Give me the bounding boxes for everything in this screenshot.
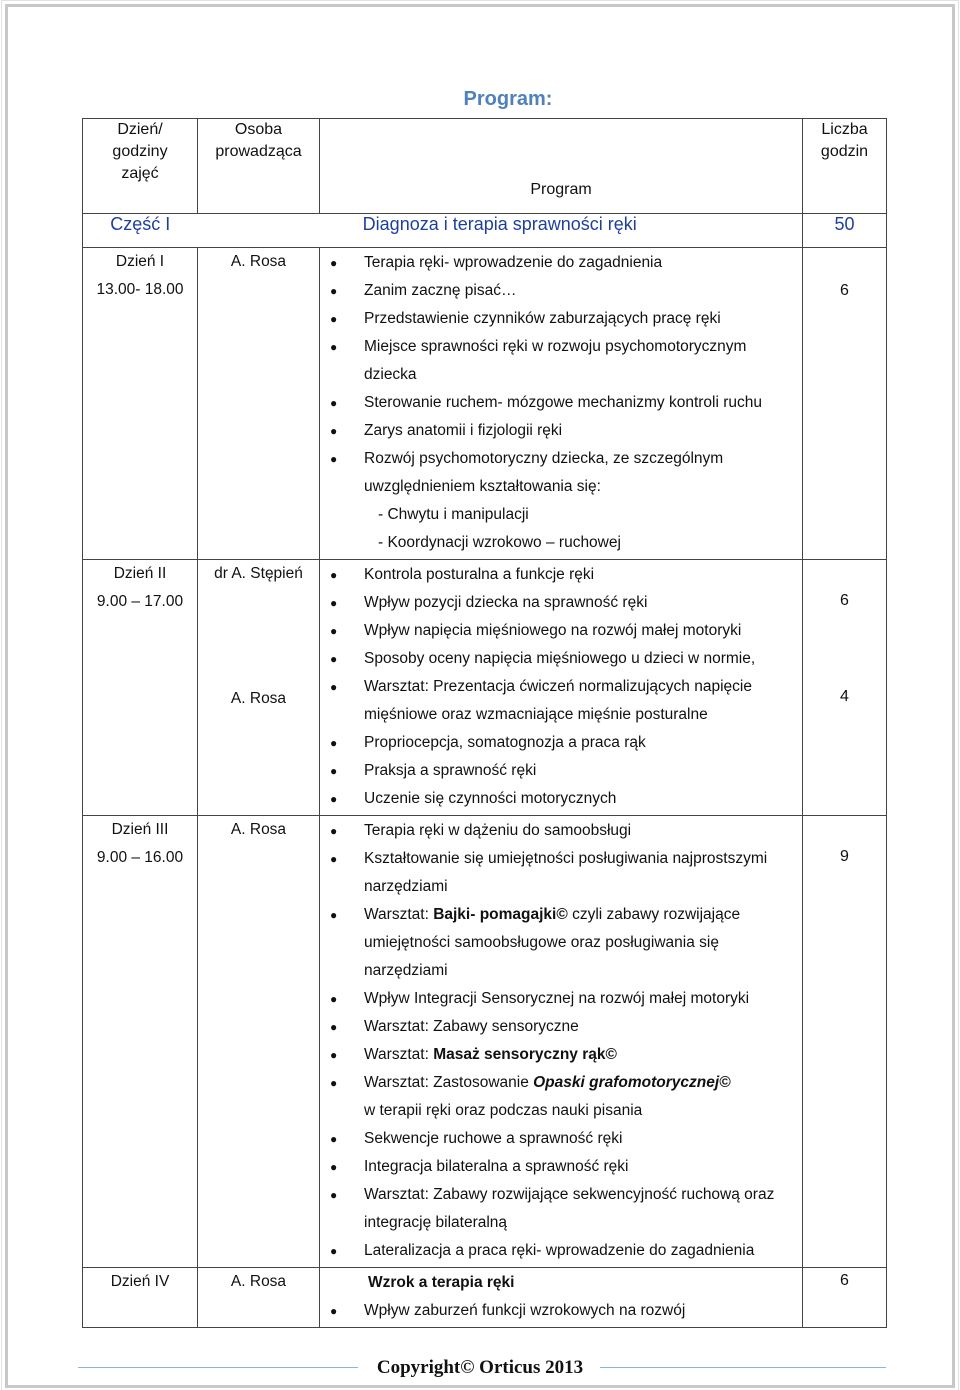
bullet-icon: ●: [330, 624, 338, 638]
day-3-label: Dzień III: [111, 821, 169, 838]
day-1-hours-cell: [803, 248, 887, 560]
part-row: [83, 214, 887, 248]
list-item-continuation: uwzględnieniem kształtowania się:: [364, 478, 601, 495]
bullet-icon: ●: [330, 764, 338, 778]
bullet-icon: ●: [330, 852, 338, 866]
list-item: ● Warsztat: Zabawy sensoryczne: [320, 1013, 802, 1041]
day-2-cell: [83, 560, 198, 816]
day-4-title: Wzrok a terapia ręki: [368, 1274, 515, 1291]
day-1-person: A. Rosa: [230, 253, 287, 270]
list-item: ● Sposoby oceny napięcia mięśniowego u dzieci w normie,: [320, 645, 802, 673]
list-item: ● Praksja a sprawność ręki: [320, 757, 802, 785]
bullet-icon: ●: [330, 1160, 338, 1174]
list-item: ● Warsztat: Bajki- pomagajki© czyli zabawy rozwijające: [320, 901, 802, 929]
day-3-topic-list: [320, 816, 802, 1267]
day-2-person-2: A. Rosa: [230, 690, 287, 707]
list-item: ● Wpływ Integracji Sensorycznej na rozwój małej motoryki: [320, 985, 802, 1013]
list-item: ● Terapia ręki w dążeniu do samoobsługi: [320, 817, 802, 845]
day-2-person-1: dr A. Stępień: [214, 565, 303, 582]
list-item-continuation: narzędziami: [364, 878, 448, 895]
bullet-icon: ●: [330, 424, 338, 438]
day-3-time: 9.00 – 16.00: [96, 849, 184, 866]
day-1-topic-list: [320, 248, 802, 559]
day-3-topics-cell: [320, 816, 803, 1268]
day-2-topic-list: [320, 560, 802, 815]
header-row: [83, 119, 887, 214]
sub-list-item: - Chwytu i manipulacji: [378, 506, 529, 523]
day-3-cell: [83, 816, 198, 1268]
list-item: ● Warsztat: Zabawy rozwijające sekwencyjność ruchową oraz: [320, 1181, 802, 1209]
sub-list-item: - Koordynacji wzrokowo – ruchowej: [378, 534, 621, 551]
part-title: Diagnoza i terapia sprawności ręki: [198, 214, 803, 248]
bullet-icon: ●: [330, 1048, 338, 1062]
footer-copyright: Copyright© Orticus 2013: [367, 1357, 593, 1378]
list-item: ● Kształtowanie się umiejętności posługiwania najprostszymi: [320, 845, 802, 873]
bullet-icon: ●: [330, 1304, 338, 1318]
bullet-icon: ●: [330, 256, 338, 270]
day-1-row: [83, 248, 887, 560]
list-item: ● Warsztat: Masaż sensoryczny rąk©: [320, 1041, 802, 1069]
list-item-continuation: w terapii ręki oraz podczas nauki pisania: [364, 1102, 643, 1119]
list-item-continuation: integrację bilateralną: [364, 1214, 508, 1231]
bullet-icon: ●: [330, 596, 338, 610]
bullet-icon: ●: [330, 792, 338, 806]
list-item-continuation: umiejętności samoobsługowe oraz posługiwania się: [364, 934, 719, 951]
day-4-row: [83, 1268, 887, 1328]
list-item: ● Wpływ pozycji dziecka na sprawność ręki: [320, 589, 802, 617]
day-4-topic-list: [320, 1268, 802, 1327]
footer: [0, 1357, 960, 1379]
list-item: ● Warsztat: Prezentacja ćwiczeń normalizujących napięcie: [320, 673, 802, 701]
bold-text: Bajki- pomagajki©: [433, 906, 568, 923]
list-item-continuation: narzędziami: [364, 962, 448, 979]
bold-text: Masaż sensoryczny rąk©: [433, 1046, 617, 1063]
bullet-icon: ●: [330, 1076, 338, 1090]
list-item: ● Sterowanie ruchem- mózgowe mechanizmy kontroli ruchu: [320, 389, 802, 417]
day-2-row: [83, 560, 887, 816]
list-item: ● Wpływ zaburzeń funkcji wzrokowych na rozwój: [320, 1297, 802, 1325]
bullet-icon: ●: [330, 1020, 338, 1034]
list-item: ● Integracja bilateralna a sprawność ręki: [320, 1153, 802, 1181]
list-item: ● Uczenie się czynności motorycznych: [320, 785, 802, 813]
bullet-icon: ●: [330, 312, 338, 326]
list-item-continuation: mięśniowe oraz wzmacniające mięśnie posturalne: [364, 706, 708, 723]
list-item: ● Wpływ napięcia mięśniowego na rozwój małej motoryki: [320, 617, 802, 645]
program-table: [82, 118, 887, 1328]
bullet-icon: ●: [330, 680, 338, 694]
day-4-hours-cell: [803, 1268, 887, 1328]
bullet-icon: ●: [330, 284, 338, 298]
day-3-person: A. Rosa: [230, 821, 287, 838]
list-item: ● Zarys anatomii i fizjologii ręki: [320, 417, 802, 445]
day-3-hours: 9: [840, 848, 849, 865]
list-item: ● Zanim zacznę pisać…: [320, 277, 802, 305]
day-4-person-cell: [198, 1268, 320, 1328]
day-2-label: Dzień II: [113, 565, 167, 582]
header-day-hours: Dzień/ godziny zajęć: [83, 119, 198, 214]
list-item: ● Terapia ręki- wprowadzenie do zagadnienia: [320, 249, 802, 277]
bullet-icon: ●: [330, 1188, 338, 1202]
bullet-icon: ●: [330, 736, 338, 750]
day-1-label: Dzień I: [115, 253, 165, 270]
day-3-row: [83, 816, 887, 1268]
list-item: ● Lateralizacja a praca ręki- wprowadzenie do zagadnienia: [320, 1237, 802, 1265]
bullet-icon: ●: [330, 568, 338, 582]
bullet-icon: ●: [330, 824, 338, 838]
bullet-icon: ●: [330, 1132, 338, 1146]
bold-italic-text: Opaski grafomotorycznej©: [533, 1074, 731, 1091]
day-2-topics-cell: [320, 560, 803, 816]
day-1-person-cell: [198, 248, 320, 560]
header-program: Program: [320, 119, 803, 214]
day-2-time: 9.00 – 17.00: [96, 593, 184, 610]
bullet-icon: ●: [330, 652, 338, 666]
header-person: Osoba prowadząca: [198, 119, 320, 214]
bullet-icon: ●: [330, 396, 338, 410]
bullet-icon: ●: [330, 1244, 338, 1258]
day-4-person: A. Rosa: [230, 1273, 287, 1290]
header-hours: Liczba godzin: [803, 119, 887, 214]
list-item: ● Propriocepcja, somatognozja a praca rąk: [320, 729, 802, 757]
bullet-icon: ●: [330, 452, 338, 466]
day-4-label: Dzień IV: [110, 1273, 170, 1290]
list-item: ● Rozwój psychomotoryczny dziecka, ze szczególnym: [320, 445, 802, 473]
day-4-topics-cell: [320, 1268, 803, 1328]
bullet-icon: ●: [330, 908, 338, 922]
day-2-hours-cell: [803, 560, 887, 816]
day-3-person-cell: [198, 816, 320, 1268]
list-item-continuation: dziecka: [364, 366, 417, 383]
part-label: Część I: [83, 214, 198, 248]
list-item: ● Warsztat: Zastosowanie Opaski grafomotorycznej©: [320, 1069, 802, 1097]
day-3-hours-cell: [803, 816, 887, 1268]
list-item: ● Kontrola posturalna a funkcje ręki: [320, 561, 802, 589]
day-1-cell: [83, 248, 198, 560]
list-item: ● Przedstawienie czynników zaburzających pracę ręki: [320, 305, 802, 333]
day-4-hours: 6: [840, 1272, 849, 1289]
bullet-icon: ●: [330, 992, 338, 1006]
day-4-cell: [83, 1268, 198, 1328]
bullet-icon: ●: [330, 340, 338, 354]
part-hours: 50: [803, 214, 887, 248]
list-item: ● Miejsce sprawności ręki w rozwoju psychomotorycznym: [320, 333, 802, 361]
list-item: ● Sekwencje ruchowe a sprawność ręki: [320, 1125, 802, 1153]
day-1-topics-cell: [320, 248, 803, 560]
day-2-person-cell: [198, 560, 320, 816]
day-1-time: 13.00- 18.00: [96, 281, 184, 298]
day-1-hours: 6: [840, 282, 849, 299]
day-2-hours-2: 4: [840, 688, 849, 705]
day-2-hours-1: 6: [840, 592, 849, 609]
page-title: Program:: [463, 88, 553, 110]
